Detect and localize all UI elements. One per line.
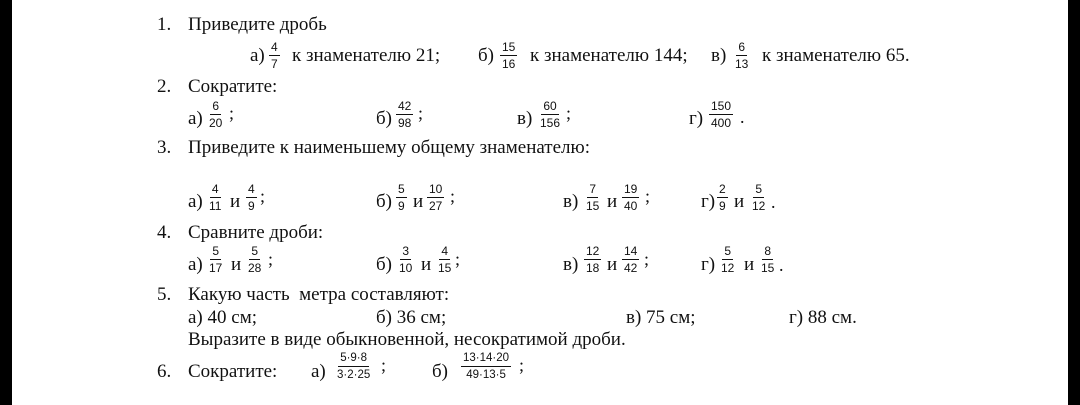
fraction-numerator: 19: [624, 182, 638, 196]
item-1-number: 1.: [157, 14, 172, 35]
item-1-v-text: к знаменателю 65.: [762, 45, 910, 66]
item-6-a-label: а): [311, 361, 326, 382]
item-4-v-semicolon: ;: [644, 249, 650, 269]
item-5-b: б) 36 см;: [376, 307, 447, 328]
item-5-title: Какую часть метра составляют:: [188, 284, 450, 305]
item-4-a-label: а): [188, 254, 203, 275]
fraction-denominator: 10: [399, 261, 413, 275]
item-3-b-and: и: [413, 191, 424, 212]
item-1-b-text: к знаменателю 144;: [530, 45, 688, 66]
fraction-numerator: 13·14·20: [461, 351, 511, 367]
item-2-v-semicolon: ;: [566, 103, 572, 123]
item-3-number: 3.: [157, 137, 172, 158]
fraction-numerator: 4: [441, 244, 449, 258]
item-4-a-fraction-2: [246, 244, 263, 275]
item-2-a-label: а): [188, 108, 203, 129]
item-3-v-label: в): [563, 191, 579, 212]
item-4-b-fraction-1: [397, 244, 414, 275]
fraction-numerator: 15: [502, 40, 516, 54]
item-6-a-semicolon: ;: [381, 355, 387, 375]
item-4-g-fraction-2: [759, 244, 776, 275]
fraction-denominator: 9: [248, 199, 255, 213]
fraction-numerator: 42: [398, 99, 412, 113]
item-1-v-fraction: [733, 40, 750, 71]
fraction-denominator: 11: [209, 199, 222, 213]
item-1-b-label: б): [478, 45, 494, 66]
item-3-a-fraction-2: [246, 182, 257, 213]
fraction-denominator: 49·13·5: [466, 369, 506, 381]
item-2-v-label: в): [517, 108, 533, 129]
fraction-denominator: 98: [398, 116, 412, 130]
right-edge-bar: [1068, 0, 1080, 405]
item-2-a-fraction: [207, 99, 224, 130]
item-5-note: Выразите в виде обыкновенной, несократимой дроби.: [188, 329, 626, 350]
item-2-g-dot: .: [740, 107, 745, 127]
item-1-title: Приведите дробь: [188, 14, 327, 35]
item-2-b-fraction: [396, 99, 413, 130]
item-1-b-fraction: [500, 40, 517, 71]
item-4-g-dot: .: [779, 255, 784, 275]
item-3-b-semicolon: ;: [450, 186, 456, 206]
fraction-numerator: 5: [398, 182, 405, 196]
fraction-denominator: 28: [248, 261, 262, 275]
fraction-denominator: 13: [735, 57, 749, 71]
fraction-numerator: 4: [271, 40, 278, 54]
item-3-g-fraction-2: [750, 182, 767, 213]
item-4-g-label: г): [701, 254, 716, 275]
item-6-b-semicolon: ;: [519, 355, 525, 375]
item-5-number: 5.: [157, 284, 172, 305]
fraction-denominator: 18: [586, 261, 600, 275]
fraction-numerator: 3: [402, 244, 410, 258]
fraction-numerator: 6: [738, 40, 746, 54]
item-2-number: 2.: [157, 76, 172, 97]
fraction-denominator: 17: [209, 261, 223, 275]
fraction-denominator: 42: [624, 261, 638, 275]
item-2-g-fraction: [709, 99, 733, 130]
fraction-numerator: 60: [543, 99, 557, 113]
item-4-v-fraction-1: [584, 244, 601, 275]
item-4-a-fraction-1: [207, 244, 224, 275]
fraction-numerator: 8: [764, 244, 772, 258]
fraction-numerator: 6: [212, 99, 220, 113]
item-2-g-label: г): [689, 108, 704, 129]
fraction-numerator: 5: [251, 244, 259, 258]
item-4-b-and: и: [421, 254, 432, 275]
item-3-g-dot: .: [771, 192, 776, 212]
fraction-numerator: 5: [724, 244, 732, 258]
item-1-a-text: к знаменателю 21;: [292, 45, 441, 66]
item-2-b-label: б): [376, 108, 392, 129]
item-4-g-and: и: [744, 254, 755, 275]
fraction-denominator: 400: [711, 116, 732, 130]
item-2-title: Сократите:: [188, 76, 278, 97]
item-3-v-fraction-1: [584, 182, 601, 213]
item-3-v-semicolon: ;: [645, 186, 651, 206]
item-3-g-fraction-1: [717, 182, 728, 213]
item-2-v-fraction: [538, 99, 562, 130]
item-1-a-label: а): [250, 45, 265, 66]
fraction-denominator: 12: [752, 199, 766, 213]
item-3-v-and: и: [607, 191, 618, 212]
fraction-denominator: 40: [624, 199, 638, 213]
fraction-denominator: 7: [271, 57, 278, 71]
item-4-title: Сравните дроби:: [188, 222, 324, 243]
fraction-denominator: 3·2·25: [337, 369, 371, 381]
item-4-a-and: и: [231, 254, 242, 275]
item-4-v-label: в): [563, 254, 579, 275]
item-4-v-fraction-2: [622, 244, 639, 275]
item-4-b-fraction-2: [436, 244, 453, 275]
fraction-numerator: 5: [755, 182, 763, 196]
item-3-a-and: и: [230, 191, 241, 212]
item-6-b-label: б): [432, 361, 448, 382]
item-4-number: 4.: [157, 222, 172, 243]
fraction-denominator: 15: [438, 261, 452, 275]
item-3-b-fraction-1: [396, 182, 407, 213]
fraction-numerator: 4: [211, 182, 219, 196]
fraction-numerator: 5·9·8: [338, 351, 369, 367]
fraction-denominator: 27: [429, 199, 443, 213]
item-3-a-semicolon: ;: [260, 186, 266, 206]
fraction-numerator: 10: [429, 182, 443, 196]
fraction-denominator: 16: [502, 57, 516, 71]
item-3-b-label: б): [376, 191, 392, 212]
fraction-numerator: 2: [719, 182, 726, 196]
item-3-g-label: г): [701, 191, 716, 212]
item-3-v-fraction-2: [622, 182, 639, 213]
item-3-b-fraction-2: [427, 182, 444, 213]
item-4-g-fraction-1: [719, 244, 736, 275]
item-4-b-label: б): [376, 254, 392, 275]
item-6-a-fraction: [335, 351, 372, 382]
fraction-denominator: 15: [586, 199, 600, 213]
fraction-denominator: 156: [540, 116, 561, 130]
item-1-a-fraction: [269, 40, 280, 71]
fraction-numerator: 4: [248, 182, 255, 196]
item-3-title: Приведите к наименьшему общему знаменателю:: [188, 137, 590, 158]
item-3-a-label: а): [188, 191, 203, 212]
item-4-b-semicolon: ;: [455, 249, 461, 269]
fraction-numerator: 14: [624, 244, 638, 258]
left-edge-bar: [0, 0, 12, 405]
item-6-title: Сократите:: [188, 361, 278, 382]
item-2-b-semicolon: ;: [418, 103, 424, 123]
fraction-numerator: 150: [711, 99, 732, 113]
item-5-a: а) 40 см;: [188, 307, 257, 328]
fraction-numerator: 5: [212, 244, 220, 258]
fraction-numerator: 12: [586, 244, 600, 258]
item-2-a-semicolon: ;: [229, 103, 235, 123]
item-3-g-and: и: [734, 191, 745, 212]
fraction-denominator: 20: [209, 116, 223, 130]
item-6-b-fraction: [461, 351, 511, 382]
item-6-number: 6.: [157, 361, 172, 382]
item-4-a-semicolon: ;: [268, 249, 274, 269]
item-5-v: в) 75 см;: [626, 307, 696, 328]
item-5-g: г) 88 см.: [789, 307, 857, 328]
item-4-v-and: и: [607, 254, 618, 275]
fraction-denominator: 9: [719, 199, 726, 213]
fraction-denominator: 15: [761, 261, 775, 275]
fraction-numerator: 7: [589, 182, 597, 196]
fraction-denominator: 9: [398, 199, 405, 213]
item-1-v-label: в): [711, 45, 727, 66]
item-3-a-fraction-1: [207, 182, 223, 213]
fraction-denominator: 12: [721, 261, 735, 275]
